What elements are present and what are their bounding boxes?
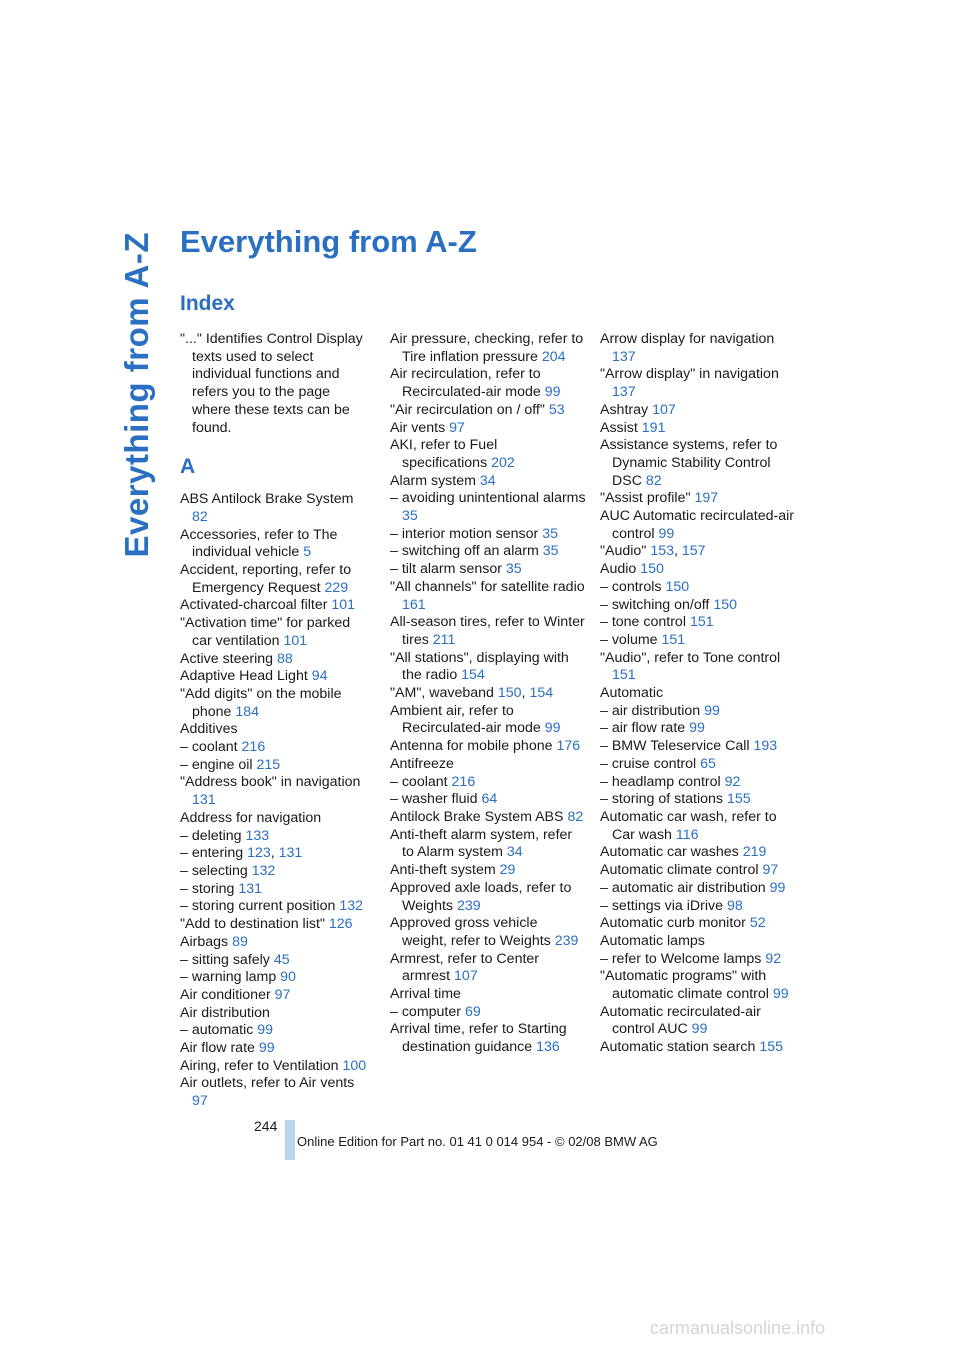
page-reference-link[interactable]: 99 [689, 720, 705, 737]
index-entry [180, 916, 372, 934]
index-entry-text: Air conditioner [180, 986, 271, 1003]
index-entry-text: Accident, reporting, refer to Emergency Request [180, 562, 352, 596]
index-entry-text: – controls [600, 578, 662, 595]
index-entry [600, 951, 796, 969]
page-reference-link[interactable]: 150 [665, 578, 690, 595]
index-entry-text: Address for navigation [180, 809, 322, 826]
page-reference-link[interactable]: 82 [567, 808, 584, 825]
page-reference-link[interactable]: 155 [726, 791, 751, 808]
page-reference-link[interactable]: 88 [277, 650, 293, 667]
index-entry [600, 437, 796, 490]
index-entry [600, 614, 796, 632]
index-entry [180, 562, 372, 597]
index-entry-text: Antifreeze [390, 755, 454, 772]
page-reference-link[interactable]: 151 [612, 667, 636, 684]
index-entry-text: Arrival time, refer to Starting destination guidance [390, 1021, 567, 1056]
index-entry-text: – refer to Welcome lamps [600, 950, 762, 967]
page-reference-link[interactable]: 99 [658, 525, 675, 542]
index-heading: Index [180, 292, 235, 315]
index-entry [180, 739, 372, 757]
index-entry-text: Anti-theft alarm system, refer to Alarm system [390, 826, 573, 861]
index-entry [600, 597, 796, 615]
index-entry-text: – settings via iDrive [600, 897, 724, 914]
index-entry-text: – air flow rate [600, 720, 686, 737]
page-reference-link[interactable]: 53 [548, 401, 565, 418]
index-entry [600, 508, 796, 543]
index-entry-text: – washer fluid [390, 791, 478, 808]
index-entry [180, 1005, 372, 1023]
page-reference-link[interactable]: 211 [432, 631, 456, 648]
page-reference-link[interactable]: 97 [192, 1093, 208, 1110]
index-entry-text: – storing [180, 880, 235, 897]
page-reference-link[interactable]: 137 [612, 348, 636, 365]
page-reference-link[interactable]: 132 [251, 862, 276, 879]
side-section-title: Everything from A-Z [118, 232, 155, 558]
index-entry-text: Antenna for mobile phone [390, 738, 553, 755]
index-entry [180, 987, 372, 1005]
page-reference-link[interactable]: 99 [258, 1040, 275, 1057]
page-reference-link[interactable]: 92 [724, 773, 741, 790]
page-reference-link[interactable]: 197 [694, 490, 719, 507]
index-entry [390, 738, 586, 756]
index-entry-text: "Automatic programs" with automatic climate control [600, 968, 769, 1003]
index-entry [180, 863, 372, 881]
watermark: carmanualsonline.info [650, 1318, 826, 1338]
page-reference-link[interactable]: 131 [238, 880, 263, 897]
page-reference-link[interactable]: 65 [700, 755, 716, 772]
page-reference-link[interactable]: 5 [303, 544, 312, 561]
index-entry-text: AKI, refer to Fuel specifications [390, 437, 498, 471]
page-reference-link[interactable]: 136 [536, 1039, 560, 1056]
index-entry-text: Air outlets, refer to Air vents [180, 1075, 355, 1092]
page-reference-link[interactable]: 69 [464, 1003, 481, 1020]
section-letter: A [180, 455, 196, 479]
page-reference-link[interactable]: 239 [554, 932, 579, 949]
page-reference-link[interactable]: 99 [544, 720, 561, 737]
index-entry-text: Automatic [600, 685, 664, 702]
index-entry-text: "Add to destination list" [180, 916, 325, 933]
page-reference-link[interactable]: 64 [481, 791, 498, 808]
page-reference-link[interactable]: 97 [762, 862, 779, 879]
index-entry [180, 527, 372, 562]
page-reference-link[interactable]: 154 [529, 685, 554, 702]
index-entry [390, 490, 586, 525]
page-reference-link[interactable]: 92 [765, 950, 782, 967]
index-entry-text: – deleting [180, 827, 242, 844]
page-reference-link[interactable]: 131 [192, 792, 216, 809]
page-reference-link[interactable]: 123 [247, 845, 271, 862]
page-reference-link[interactable]: 219 [742, 844, 767, 861]
index-entry [390, 1004, 586, 1022]
index-entry [390, 809, 586, 827]
page-reference-link[interactable]: 35 [505, 561, 522, 578]
page-reference-link[interactable]: 153 [650, 543, 674, 560]
page-number: 244 [254, 1118, 278, 1134]
index-entry: "AM", waveband 150, 154 [390, 685, 554, 702]
page-reference-link[interactable]: 193 [753, 738, 778, 755]
index-entry-text: Airbags [180, 933, 229, 950]
index-entry-text: – coolant [180, 739, 238, 756]
footer-text: Online Edition for Part no. 01 41 0 014 954 - © 02/08 BMW AG [297, 1134, 658, 1149]
index-entry-text: Automatic climate control [600, 862, 759, 879]
index-entry-text: – avoiding unintentional alarms [390, 490, 586, 507]
index-entry [600, 720, 796, 738]
index-entry-text: – volume [600, 631, 658, 648]
page-reference-link[interactable]: 99 [769, 879, 786, 896]
index-entry [600, 738, 796, 756]
index-entry [180, 597, 372, 615]
index-entry [180, 491, 372, 526]
page-reference-link[interactable]: 155 [759, 1039, 783, 1056]
page-reference-link[interactable]: 133 [245, 827, 270, 844]
index-entry [600, 880, 796, 898]
page-reference-link[interactable]: 99 [691, 1021, 708, 1038]
page-reference-link[interactable]: 82 [192, 508, 208, 525]
index-entry-text: Air flow rate [180, 1040, 255, 1057]
index-entry-text: – interior motion sensor [390, 525, 539, 542]
index-entry-text: Automatic car wash, refer to Car wash [600, 808, 777, 843]
index-entry-text: "Arrow display" in navigation [600, 366, 779, 383]
index-entry-text: – computer [390, 1003, 461, 1020]
page-reference-link[interactable]: 184 [235, 703, 260, 720]
index-entry [180, 774, 372, 809]
index-entry [390, 880, 586, 915]
page-reference-link[interactable]: 131 [278, 845, 303, 862]
page-reference-link[interactable]: 216 [451, 773, 476, 790]
page-reference-link[interactable]: 204 [541, 348, 566, 365]
index-entry-text: – automatic [180, 1022, 254, 1039]
column-1-entries [180, 491, 372, 1111]
index-entry [390, 650, 586, 685]
index-entry-text: Assist [600, 419, 638, 436]
index-entry-text: Ambient air, refer to Recirculated-air mode [390, 702, 541, 737]
index-entry-text: – selecting [180, 862, 248, 879]
page-reference-link[interactable]: 99 [544, 384, 561, 401]
index-entry-text: Assistance systems, refer to Dynamic Stability Control DSC [600, 437, 778, 489]
page-title: Everything from A-Z [180, 224, 477, 259]
index-entry-text: – tilt alarm sensor [390, 561, 502, 578]
index-entry-text: Approved axle loads, refer to Weights [390, 879, 572, 914]
index-entry-text: Anti-theft system [390, 862, 496, 879]
page-reference-link[interactable]: 35 [542, 543, 559, 560]
index-entry [180, 969, 372, 987]
index-entry-text: All-season tires, refer to Winter tires [390, 614, 585, 648]
index-entry-text: "AM", waveband [390, 685, 494, 702]
page-reference-link[interactable]: 176 [556, 738, 581, 755]
page-reference-link[interactable]: 161 [402, 596, 426, 613]
index-entry-text: – engine oil [180, 756, 253, 773]
index-entry-text: Accessories, refer to The individual vehicle [180, 526, 338, 561]
index-entry [390, 1021, 586, 1056]
index-entry-text: Automatic station search [600, 1039, 756, 1056]
page-reference-link[interactable]: 35 [402, 508, 418, 525]
index-entry [180, 721, 372, 739]
index-entry-text: – storing of stations [600, 791, 724, 808]
index-entry [390, 402, 586, 420]
index-column-1 [180, 331, 372, 1111]
index-entry [390, 756, 586, 774]
index-entry-text: – switching off an alarm [390, 543, 539, 560]
page-reference-link[interactable]: 35 [542, 525, 558, 542]
page-reference-link[interactable]: 132 [339, 898, 363, 915]
page-reference-link[interactable]: 229 [324, 579, 349, 596]
index-entry [600, 402, 796, 420]
page-reference-link[interactable]: 34 [479, 472, 496, 489]
page-reference-link[interactable]: 216 [241, 739, 266, 756]
index-entry-text: – air distribution [600, 702, 701, 719]
index-column-3 [600, 331, 796, 1057]
index-entry-text: Armrest, refer to Center armrest [390, 950, 540, 985]
page-reference-link[interactable]: 34 [506, 844, 523, 861]
index-entry-text: Air recirculation, refer to Recirculated-air mode [390, 366, 541, 401]
index-entry [600, 756, 796, 774]
page-reference-link[interactable]: 151 [661, 631, 686, 648]
page-reference-link[interactable]: 100 [342, 1057, 367, 1074]
index-entry [600, 650, 796, 685]
index-entry [390, 579, 586, 614]
index-entry [600, 809, 796, 844]
page-reference-link[interactable]: 151 [689, 614, 714, 631]
index-entry [390, 915, 586, 950]
index-entry [390, 951, 586, 986]
index-entry [180, 898, 372, 916]
index-entry [600, 844, 796, 862]
index-entry-text: – cruise control [600, 755, 697, 772]
index-entry [600, 968, 796, 1003]
index-entry [600, 490, 796, 508]
index-entry [390, 614, 586, 649]
index-entry-text: Automatic recirculated-air control AUC [600, 1003, 761, 1038]
page-reference-link[interactable]: 90 [280, 969, 296, 986]
page-reference-link[interactable]: 97 [274, 986, 291, 1003]
index-entry [390, 791, 586, 809]
index-entry-text: Automatic curb monitor [600, 915, 746, 932]
page-reference-link[interactable]: 239 [456, 897, 481, 914]
index-entry-text: – coolant [390, 773, 448, 790]
page-reference-link[interactable]: 215 [256, 756, 281, 773]
index-entry [390, 526, 586, 544]
page-reference-link[interactable]: 191 [641, 419, 666, 436]
index-entry [390, 561, 586, 579]
index-entry-text: Automatic car washes [600, 844, 739, 861]
index-entry [390, 366, 586, 401]
index-entry: – entering 123, 131 [180, 845, 303, 862]
index-entry-text: – BMW Teleservice Call [600, 738, 750, 755]
index-entry [600, 331, 796, 366]
page-reference-link[interactable]: 99 [772, 986, 789, 1003]
page-reference-link[interactable]: 99 [257, 1022, 274, 1039]
page-reference-link[interactable]: 101 [331, 597, 356, 614]
index-entry-text: – storing current position [180, 898, 336, 915]
index-entry [390, 331, 586, 366]
page-reference-link[interactable]: 107 [454, 968, 478, 985]
index-entry-text: ABS Antilock Brake System [180, 491, 354, 508]
index-entry-text: – switching on/off [600, 596, 710, 613]
page-reference-link[interactable]: 101 [283, 632, 308, 649]
index-entry [390, 437, 586, 472]
index-entry-text: "All stations", displaying with the radio [390, 649, 569, 684]
index-entry [390, 827, 586, 862]
index-entry-text: "Air recirculation on / off" [390, 401, 545, 418]
page-reference-link[interactable]: 157 [681, 543, 706, 560]
index-entry-text: Air distribution [180, 1004, 270, 1021]
page-reference-link[interactable]: 202 [491, 454, 515, 471]
index-entry [600, 933, 796, 951]
index-entry [180, 810, 372, 828]
index-entry [600, 420, 796, 438]
index-entry [390, 862, 586, 880]
index-entry-text: – automatic air distribution [600, 879, 766, 896]
page-reference-link[interactable]: 98 [726, 897, 743, 914]
footer-accent-bar [285, 1120, 295, 1160]
index-entry [180, 828, 372, 846]
index-entry [600, 774, 796, 792]
index-entry [600, 703, 796, 721]
index-entry [180, 668, 372, 686]
index-entry [390, 986, 586, 1004]
index-entry [390, 473, 586, 491]
page-reference-link[interactable]: 126 [328, 916, 353, 933]
index-entry: "Audio" 153, 157 [600, 543, 706, 560]
index-entry-text: Activated-charcoal filter [180, 597, 328, 614]
index-entry-text: – tone control [600, 614, 686, 631]
index-entry [600, 862, 796, 880]
page-reference-link[interactable]: 99 [704, 702, 720, 719]
index-entry-text: Air vents [390, 419, 446, 436]
index-entry [600, 366, 796, 401]
index-entry-text: – warning lamp [180, 969, 277, 986]
page-reference-link[interactable]: 45 [273, 951, 290, 968]
index-entry-text: Adaptive Head Light [180, 668, 308, 685]
index-entry-text: "Address book" in navigation [180, 774, 361, 791]
index-column-2 [390, 331, 586, 1057]
index-entry [180, 686, 372, 721]
index-entry-text: "Activation time" for parked car ventilation [180, 615, 351, 649]
page-reference-link[interactable]: 107 [652, 401, 676, 418]
index-entry [180, 1022, 372, 1040]
column-2-entries [390, 331, 586, 1057]
index-entry-text: Arrival time [390, 986, 461, 1003]
index-entry-text: Audio [600, 561, 637, 578]
index-entry-text: AUC Automatic recirculated-air control [600, 508, 794, 542]
index-entry-text: Approved gross vehicle weight, refer to Weights [390, 915, 551, 949]
index-entry [390, 774, 586, 792]
index-entry [600, 561, 796, 579]
index-entry-text: "Audio", refer to Tone control [600, 649, 781, 666]
index-entry-text: "Add digits" on the mobile phone [180, 685, 342, 720]
index-entry-text: Ashtray [600, 401, 649, 418]
index-entry-text: – headlamp control [600, 773, 721, 790]
index-entry [180, 615, 372, 650]
index-entry [390, 543, 586, 561]
index-entry-text: Automatic lamps [600, 932, 705, 949]
index-entry-text: Antilock Brake System ABS [390, 808, 564, 825]
index-entry [180, 1075, 372, 1110]
page-reference-link[interactable]: 137 [612, 384, 636, 401]
index-entry-text: Active steering [180, 650, 274, 667]
page-reference-link[interactable]: 150 [713, 596, 737, 613]
index-entry [600, 1039, 796, 1057]
index-entry [390, 420, 586, 438]
intro-text: "..." Identifies Control Display texts used to select individual functions and refers you to the page where these texts can be found. [180, 331, 363, 436]
index-entry [600, 898, 796, 916]
index-entry [600, 632, 796, 650]
index-entry [180, 1058, 372, 1076]
index-entry [180, 881, 372, 899]
index-entry [600, 791, 796, 809]
index-entry [180, 934, 372, 952]
index-entry [600, 1004, 796, 1039]
index-entry-text: – entering [180, 845, 244, 862]
page-reference-link[interactable]: 116 [675, 826, 699, 843]
index-entry-text: Alarm system [390, 472, 476, 489]
index-entry-text: Air pressure, checking, refer to Tire inflation pressure [390, 331, 584, 365]
page-reference-link[interactable]: 94 [311, 668, 328, 685]
index-entry-text: – sitting safely [180, 951, 270, 968]
index-entry [600, 579, 796, 597]
index-entry-text: Airing, refer to Ventilation [180, 1057, 339, 1074]
column-3-entries [600, 331, 796, 1057]
index-entry-text: Additives [180, 721, 238, 738]
index-entry-text: "Audio" [600, 543, 647, 560]
index-entry [390, 703, 586, 738]
page-reference-link[interactable]: 154 [461, 667, 485, 684]
index-entry [180, 1040, 372, 1058]
index-entry [180, 757, 372, 775]
page-reference-link[interactable]: 150 [497, 685, 522, 702]
page-reference-link[interactable]: 52 [749, 915, 766, 932]
index-entry [600, 915, 796, 933]
index-entry [180, 952, 372, 970]
index-entry-text: "All channels" for satellite radio [390, 578, 585, 595]
page-reference-link[interactable]: 89 [232, 933, 248, 950]
index-entry-text: Arrow display for navigation [600, 331, 775, 347]
page-reference-link[interactable]: 97 [449, 419, 465, 436]
page-reference-link[interactable]: 82 [645, 472, 662, 489]
page-reference-link[interactable]: 29 [499, 862, 516, 879]
page-reference-link[interactable]: 150 [640, 561, 664, 578]
index-entry [180, 651, 372, 669]
index-entry-text: "Assist profile" [600, 490, 691, 507]
index-entry [600, 685, 796, 703]
